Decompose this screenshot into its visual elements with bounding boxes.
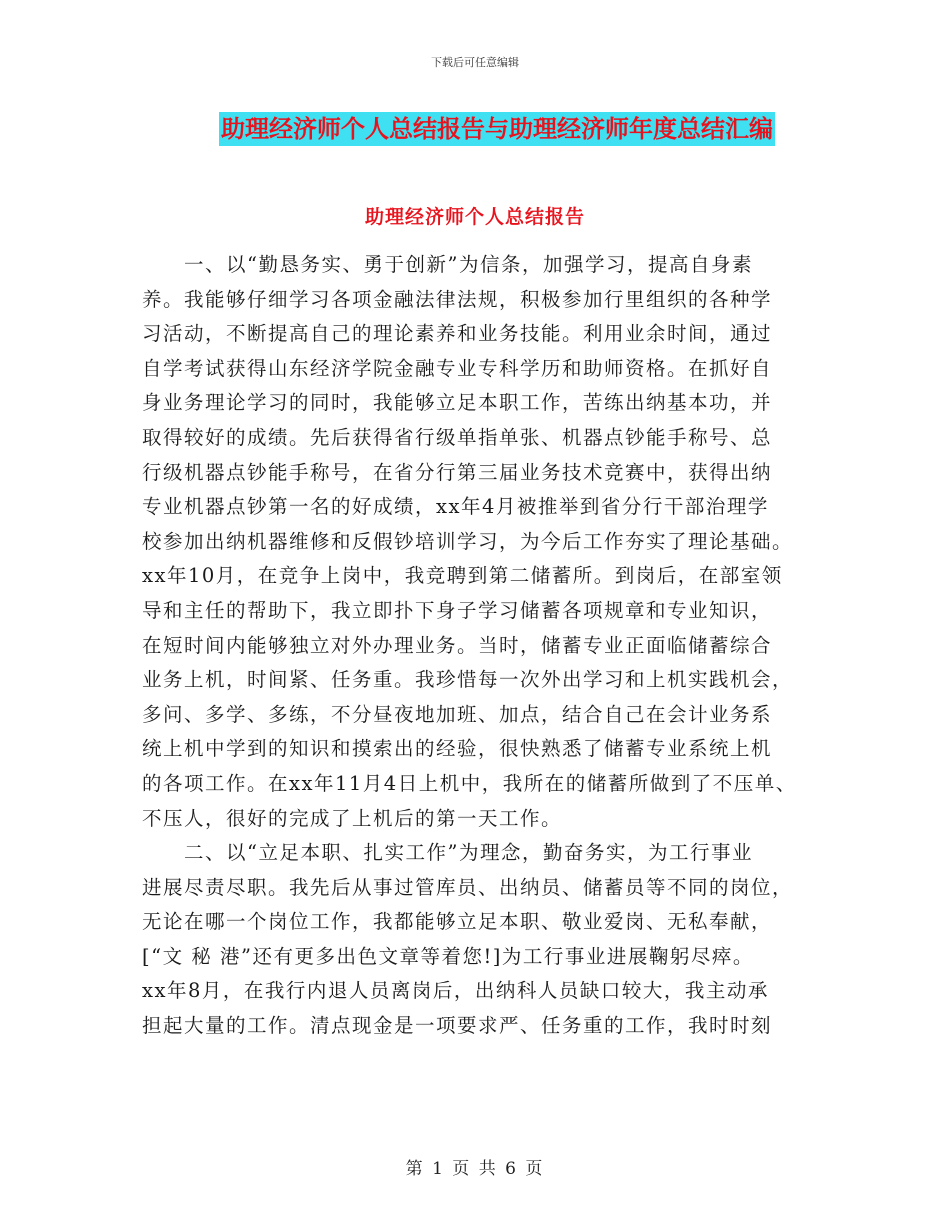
body-line: 行级机器点钞能手称号，在省分行第三届业务技术竞赛中，获得出纳 <box>142 460 773 484</box>
body-line: 养。我能够仔细学习各项金融法律法规，积极参加行里组织的各种学 <box>142 287 773 311</box>
document-title-block <box>0 112 950 146</box>
body-line: 业务上机，时间紧、任务重。我珍惜每一次外出学习和上机实践机会， <box>142 668 794 692</box>
body-line: 在短时间内能够独立对外办理业务。当时，储蓄专业正面临储蓄综合 <box>142 633 773 657</box>
document-title: 助理经济师个人总结报告与助理经济师年度总结汇编 <box>219 112 775 146</box>
body-line: 导和主任的帮助下，我立即扑下身子学习储蓄各项规章和专业知识， <box>142 598 773 622</box>
body-line: 进展尽责尽职。我先后从事过管库员、出纳员、储蓄员等不同的岗位， <box>142 875 794 899</box>
body-line: 统上机中学到的知识和摸索出的经验，很快熟悉了储蓄专业系统上机 <box>142 737 773 761</box>
section-title: 助理经济师个人总结报告 <box>364 206 585 228</box>
body-line: xx年8月，在我行内退人员离岗后，出纳科人员缺口较大，我主动承 <box>142 979 769 1003</box>
body-line: 身业务理论学习的同时，我能够立足本职工作，苦练出纳基本功，并 <box>142 391 773 415</box>
page-footer: 第 1 页 共 6 页 <box>405 1159 545 1179</box>
body-line: 不压人，很好的完成了上机后的第一天工作。 <box>142 806 563 830</box>
body-line: 二、以“立足本职、扎实工作”为理念，勤奋务实，为工行事业 <box>142 841 753 865</box>
header-note: 下载后可任意编辑 <box>431 56 519 69</box>
body-line: 校参加出纳机器维修和反假钞培训学习，为今后工作夯实了理论基础。 <box>142 529 794 553</box>
body-line: 多问、多学、多练，不分昼夜地加班、加点，结合自己在会计业务系 <box>142 702 773 726</box>
body-line: xx年10月，在竞争上岗中，我竞聘到第二储蓄所。到岗后，在部室领 <box>142 564 783 588</box>
body-text <box>142 248 822 1044</box>
body-line: [“文 秘 港”还有更多出色文章等着您!]为工行事业进展鞠躬尽瘁。 <box>142 944 754 968</box>
body-line: 自学考试获得山东经济学院金融专业专科学历和助师资格。在抓好自 <box>142 356 773 380</box>
body-line: 的各项工作。在xx年11月4日上机中，我所在的储蓄所做到了不压单、 <box>142 771 797 795</box>
body-line: 专业机器点钞第一名的好成绩，xx年4月被推举到省分行干部治理学 <box>142 495 769 519</box>
body-line: 担起大量的工作。清点现金是一项要求严、任务重的工作，我时时刻 <box>142 1014 773 1038</box>
body-line: 习活动，不断提高自己的理论素养和业务技能。利用业余时间，通过 <box>142 322 773 346</box>
body-line: 取得较好的成绩。先后获得省行级单指单张、机器点钞能手称号、总 <box>142 425 773 449</box>
body-line: 一、以“勤恳务实、勇于创新”为信条，加强学习，提高自身素 <box>142 253 753 276</box>
body-line: 无论在哪一个岗位工作，我都能够立足本职、敬业爱岗、无私奉献， <box>142 910 773 934</box>
